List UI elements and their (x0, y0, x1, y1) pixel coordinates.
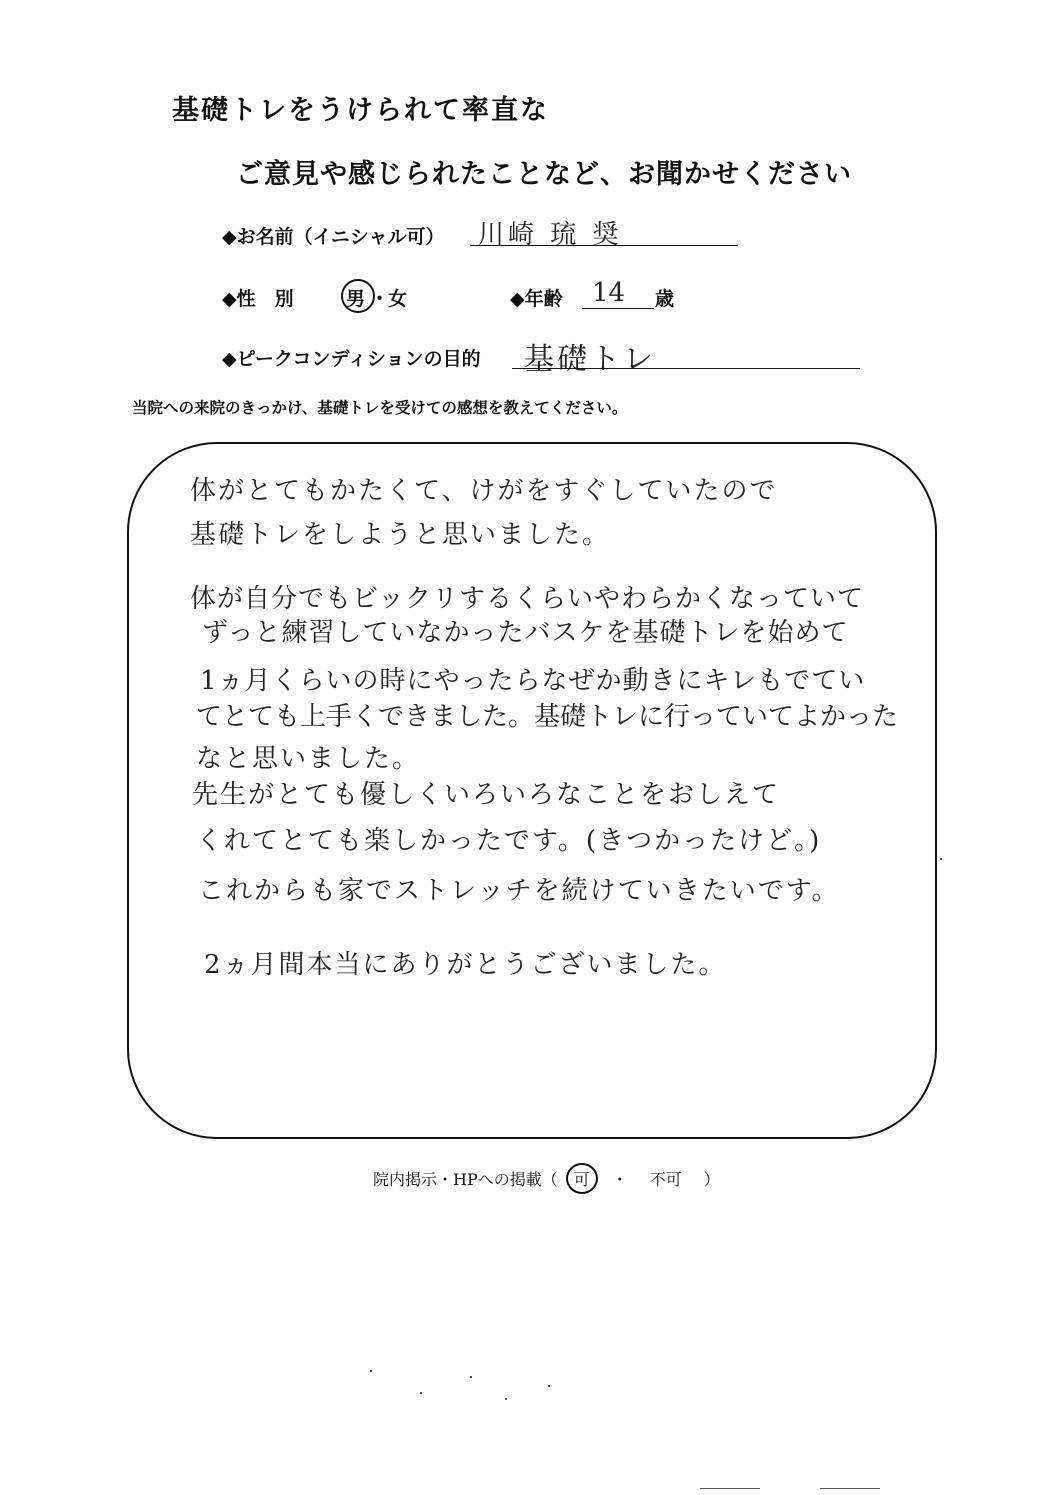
answer-line: 1ヵ月くらいの時にやったらなぜか動きにキレもでてい (200, 666, 866, 696)
scan-speck (548, 1385, 550, 1387)
answer-line: 基礎トレをしようと思いました。 (190, 520, 611, 550)
sex-option-male: 男 (346, 288, 366, 310)
purpose-label: ◆ピークコンディションの目的 (222, 348, 481, 370)
answer-line: 体が自分でもビックリするくらいやわらかくなっていて (190, 584, 864, 614)
answer-line: 体がとてもかたくて、けがをすぐしていたので (190, 476, 778, 506)
scan-speck (420, 1392, 422, 1394)
answer-line: てとても上手くできました。基礎トレに行っていてよかった (196, 702, 899, 732)
age-unit: 歳 (655, 288, 675, 310)
scan-speck (470, 1376, 472, 1378)
answer-line: くれてとても楽しかったです。(きつかったけど。) (196, 826, 822, 856)
age-underline (582, 308, 654, 309)
scan-speck (505, 1398, 507, 1400)
consent-option-allowed: 可 (566, 1163, 598, 1194)
consent-option-denied: 不可 (649, 1170, 682, 1189)
answer-line: 2ヵ月間本当にありがとうございました。 (204, 950, 727, 980)
name-value: 川崎 琉 奨 (478, 220, 623, 250)
sex-option-female: 女 (388, 288, 408, 310)
consent-suffix: ） (703, 1170, 720, 1189)
sex-separator: ・ (370, 288, 390, 310)
comment-prompt: 当院への来院のきっかけ、基礎トレを受けての感想を教えてください。 (132, 399, 628, 417)
answer-line: これからも家でストレッチを続けていきたいです。 (198, 876, 840, 906)
consent-prefix: 院内掲示・HPへの掲載（ (373, 1170, 558, 1189)
consent-separator: ・ (611, 1170, 628, 1189)
form-title-line2: ご意見や感じられたことなど、お聞かせください (236, 159, 852, 190)
form-title-line1: 基礎トレをうけられて率直な (172, 95, 549, 126)
answer-line: ずっと練習していなかったバスケを基礎トレを始めて (202, 618, 849, 648)
sex-label: ◆性 別 (222, 288, 294, 310)
scan-speck (940, 858, 942, 860)
consent-line (373, 1163, 720, 1194)
scan-speck (820, 1488, 880, 1489)
scan-speck (700, 1488, 760, 1489)
answer-line: なと思いました。 (196, 744, 421, 774)
name-label: ◆お名前（イニシャル可） (222, 226, 445, 248)
scan-speck (370, 1370, 372, 1372)
name-underline (470, 245, 738, 246)
age-value: 14 (592, 278, 626, 308)
purpose-underline (512, 368, 860, 369)
age-label: ◆年齢 (510, 288, 563, 310)
purpose-value: 基礎トレ (524, 342, 656, 377)
answer-line: 先生がとても優しくいろいろなことをおしえて (192, 780, 781, 810)
